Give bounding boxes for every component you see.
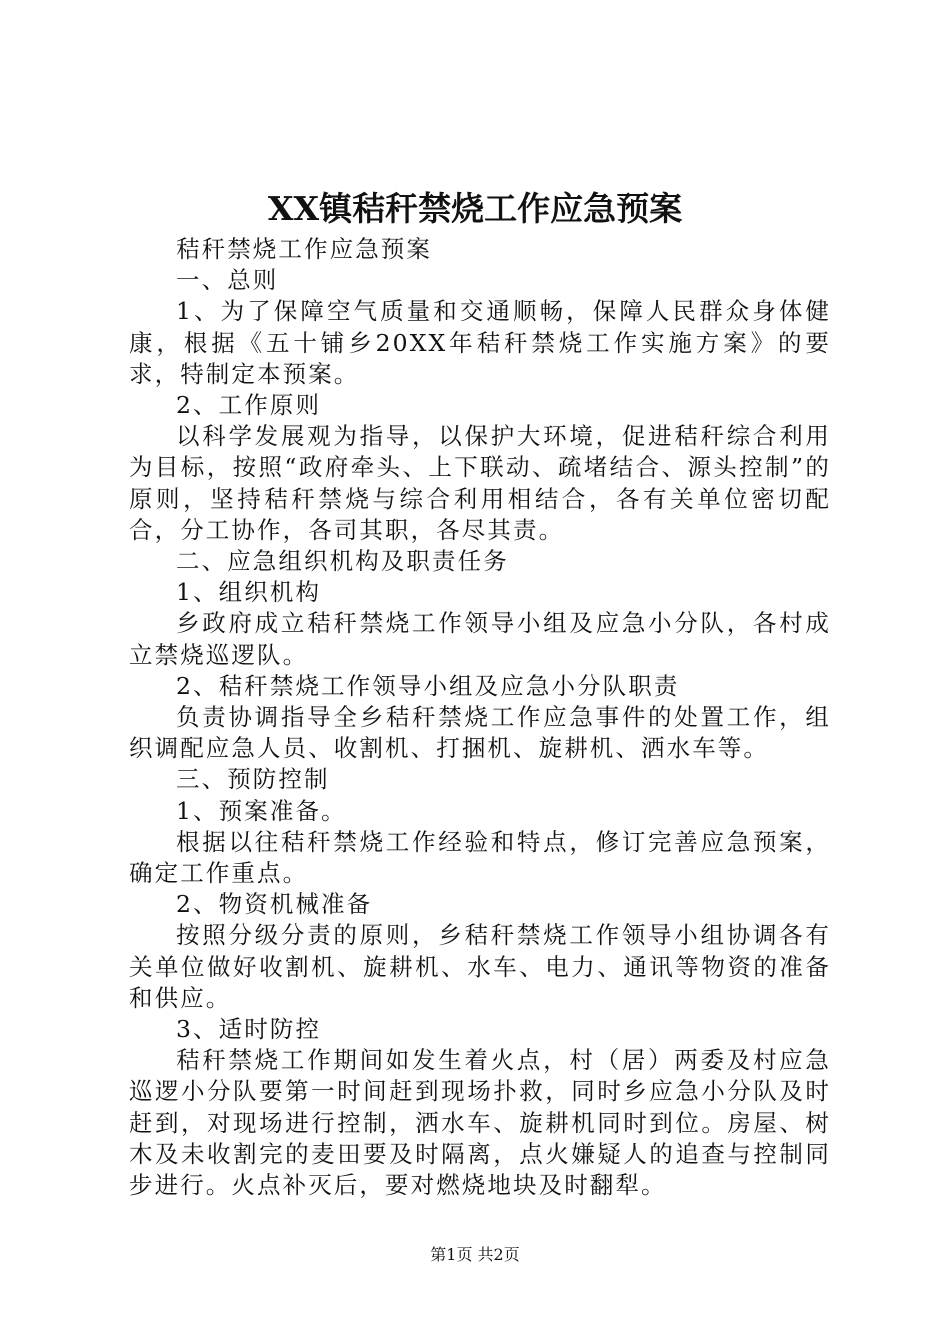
paragraph-subheading: 1、预案准备。 (176, 796, 347, 825)
paragraph-subheading: 2、秸秆禁烧工作领导小组及应急小分队职责 (176, 671, 680, 700)
paragraph-heading-organization: 二、应急组织机构及职责任务 (176, 547, 509, 576)
paragraph-subtitle: 秸秆禁烧工作应急预案 (176, 235, 432, 263)
paragraph: 1、为了保障空气质量和交通顺畅，保障人民群众身体健康，根据《五十铺乡20XX年秸秆禁烧工作实施方案》的要求，特制定本预案。 (129, 297, 831, 388)
paragraph-subheading: 2、物资机械准备 (176, 890, 373, 919)
paragraph: 乡政府成立秸秆禁烧工作领导小组及应急小分队，各村成立禁烧巡逻队。 (129, 609, 831, 669)
paragraph: 负责协调指导全乡秸秆禁烧工作应急事件的处置工作，组织调配应急人员、收割机、打捆机、旋耕机、洒水车等。 (129, 703, 831, 763)
paragraph: 根据以往秸秆禁烧工作经验和特点，修订完善应急预案，确定工作重点。 (129, 827, 831, 888)
document-title: XX镇秸秆禁烧工作应急预案 (267, 189, 683, 228)
paragraph: 按照分级分责的原则，乡秸秆禁烧工作领导小组协调各有关单位做好收割机、旋耕机、水车、电力、通讯等物资的准备和供应。 (129, 921, 831, 1012)
paragraph-subheading: 2、工作原则 (176, 391, 322, 420)
paragraph-subheading: 1、组织机构 (176, 578, 322, 607)
paragraph: 以科学发展观为指导，以保护大环境，促进秸秆综合利用为目标，按照“政府牵头、上下联动、疏堵结合、源头控制”的原则，坚持秸秆禁烧与综合利用相结合，各有关单位密切配合，分工协作，各司其职，各尽其责。 (129, 422, 831, 544)
paragraph-heading-prevention: 三、预防控制 (176, 765, 330, 794)
paragraph-subheading: 3、适时防控 (176, 1015, 322, 1044)
page-number-footer: 第1页 共2页 (430, 1245, 520, 1264)
paragraph: 秸秆禁烧工作期间如发生着火点，村（居）两委及村应急巡逻小分队要第一时间赶到现场扑救，同时乡应急小分队及时赶到，对现场进行控制，洒水车、旋耕机同时到位。房屋、树木及未收割完的麦田要及时隔离，点火嫌疑人的追查与控制同步进行。火点补灭后，要对燃烧地块及时翻犁。 (129, 1046, 831, 1200)
document-body (129, 234, 831, 1201)
paragraph-heading-general: 一、总则 (176, 266, 279, 295)
